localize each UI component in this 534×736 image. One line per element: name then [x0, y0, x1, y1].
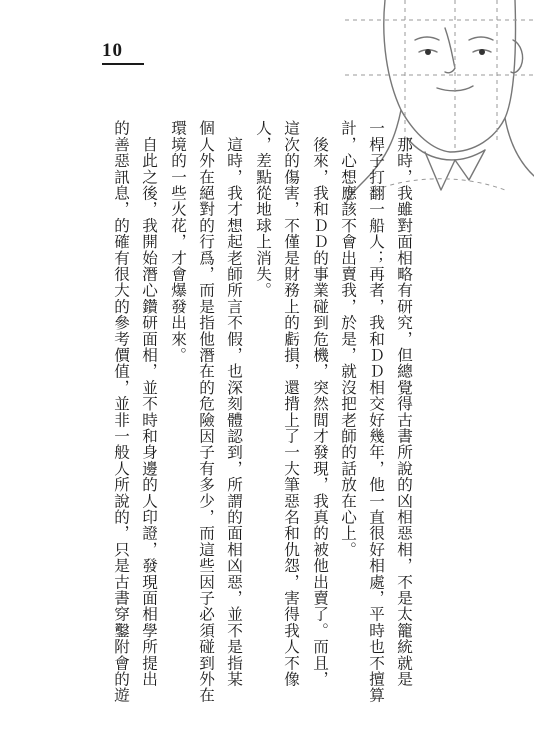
text-column-2: 一桿子打翻一船人；再者，我和ＤＤ相交好幾年，他一直很好相處，平時也不擅算 [367, 120, 385, 704]
text-column-1: 那時，我雖對面相略有研究，但總覺得古書所說的凶相惡相，不是太籠統就是 [395, 120, 413, 687]
page-number-rule [102, 63, 144, 65]
text-column-9: 環境的一些火花，才會爆發出來。 [169, 120, 187, 363]
text-column-11: 的善惡訊息，的確有很大的參考價值，並非一般人所說的，只是古書穿鑿附會的遊 [112, 120, 130, 704]
text-column-8: 個人外在絕對的行爲，而是指他潛在的危險因子有多少，而這些因子必須碰到外在 [197, 120, 215, 704]
text-column-10: 自此之後，我開始潛心鑽研面相，並不時和身邊的人印證，發現面相學所提出 [140, 120, 158, 687]
text-column-6: 人，差點從地球上消失。 [254, 120, 272, 299]
text-column-3: 計，心想應該不會出賣我，於是，就沒把老師的話放在心上。 [339, 120, 357, 558]
text-column-5: 這次的傷害，不僅是財務上的虧損，還揹上了一大筆惡名和仇怨，害得我人不像 [282, 120, 300, 687]
text-column-4: 後來，我和ＤＤ的事業碰到危機，突然間才發現，我真的被他出賣了。而且， [311, 120, 329, 687]
page-number: 10 [102, 40, 123, 61]
text-column-7: 這時，我才想起老師所言不假，也深刻體認到，所謂的面相凶惡，並不是指某 [225, 120, 243, 687]
